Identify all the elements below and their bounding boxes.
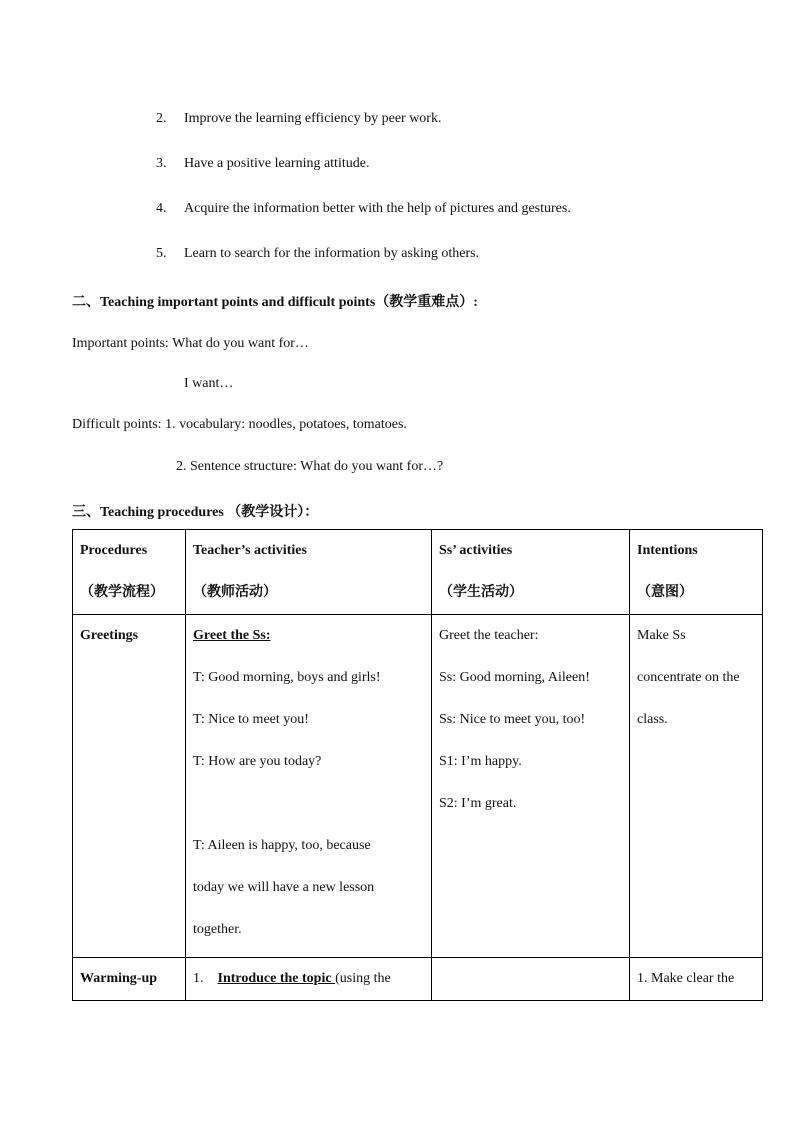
objective-number: 4. (156, 201, 167, 216)
table-row (73, 958, 763, 1001)
table-header-row (73, 530, 763, 615)
intention-line: concentrate on the (637, 670, 740, 685)
header-zh: （教学流程） (80, 585, 164, 600)
teacher-line-rest: (using the (335, 971, 391, 986)
objective-text: Learn to search for the information by asking others. (184, 246, 480, 261)
teacher-line: T: Nice to meet you! (193, 712, 309, 727)
teacher-line: T: Aileen is happy, too, because (193, 838, 371, 853)
teacher-activity-title: Greet the Ss: (193, 628, 271, 643)
important-points: Important points: What do you want for… (72, 336, 309, 351)
header-zh: （意图） (637, 585, 693, 600)
teacher-line (193, 958, 424, 1000)
teacher-activity-title: Introduce the topic (217, 971, 336, 986)
intention-cell (630, 615, 763, 958)
intention-line: Make Ss (637, 628, 686, 643)
objective-text: Have a positive learning attitude. (184, 156, 370, 171)
intention-line: class. (637, 712, 668, 727)
procedure-name: Warming-up (80, 971, 158, 986)
header-en: Teacher’s activities (193, 543, 307, 558)
objective-number: 2. (156, 111, 167, 126)
procedure-cell (73, 615, 186, 958)
teacher-cell (186, 958, 432, 1001)
section2-heading: 二、Teaching important points and difficult points（教学重难点）: (72, 295, 478, 310)
ss-line: Greet the teacher: (439, 628, 539, 643)
intention-line: 1. Make clear the (637, 971, 735, 986)
header-en: Procedures (80, 543, 148, 558)
ss-line: Ss: Good morning, Aileen! (439, 670, 590, 685)
header-cell (432, 530, 630, 615)
ss-line: Ss: Nice to meet you, too! (439, 712, 586, 727)
header-cell (73, 530, 186, 615)
difficult-points-line2: 2. Sentence structure: What do you want for…? (176, 459, 444, 474)
procedures-table (72, 529, 763, 1001)
teacher-line: together. (193, 922, 242, 937)
step-number: 1. (193, 971, 204, 986)
objective-number: 5. (156, 246, 167, 261)
header-zh: （学生活动） (439, 585, 523, 600)
difficult-points: Difficult points: 1. vocabulary: noodles, potatoes, tomatoes. (72, 417, 407, 432)
objective-number: 3. (156, 156, 167, 171)
section3-heading: 三、Teaching procedures （教学设计）： (72, 505, 319, 520)
teacher-line: T: Good morning, boys and girls! (193, 670, 381, 685)
teacher-cell (186, 615, 432, 958)
teacher-line: today we will have a new lesson (193, 880, 375, 895)
procedure-name: Greetings (80, 628, 139, 643)
intention-cell (630, 958, 763, 1001)
ss-line: S1: I’m happy. (439, 754, 522, 769)
important-points-line2: I want… (184, 376, 234, 391)
header-en: Intentions (637, 543, 698, 558)
ss-line: S2: I’m great. (439, 796, 517, 811)
header-cell (186, 530, 432, 615)
header-cell (630, 530, 763, 615)
ss-cell (432, 615, 630, 958)
header-en: Ss’ activities (439, 543, 513, 558)
teacher-line: T: How are you today? (193, 754, 322, 769)
objective-text: Acquire the information better with the help of pictures and gestures. (184, 201, 571, 216)
header-zh: （教师活动） (193, 585, 277, 600)
ss-cell (432, 958, 630, 1001)
objective-text: Improve the learning efficiency by peer work. (184, 111, 442, 126)
table-row (73, 615, 763, 958)
blank-line (193, 783, 424, 825)
procedure-cell (73, 958, 186, 1001)
